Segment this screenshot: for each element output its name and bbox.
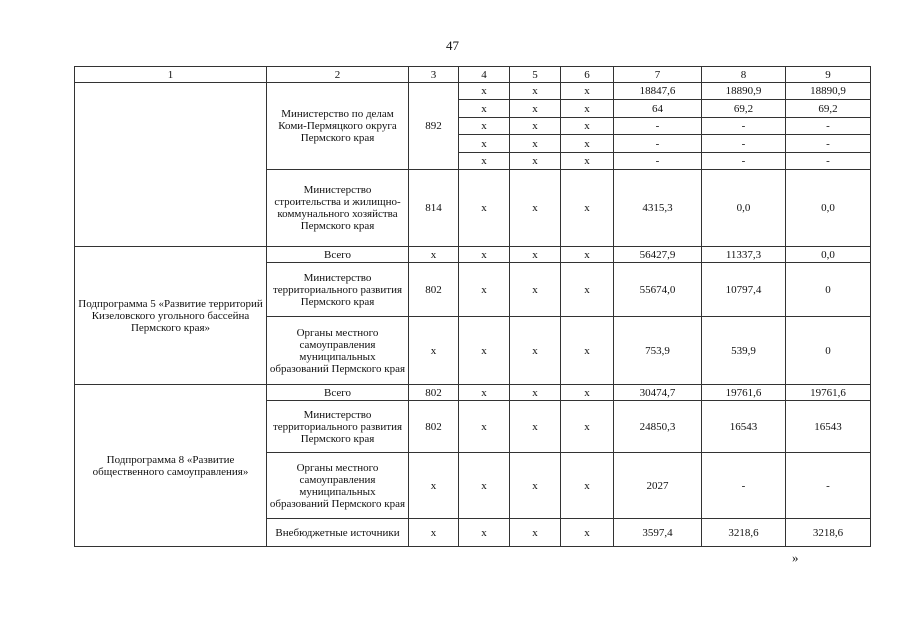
table-row xyxy=(75,247,871,263)
value-cell: 69,2 xyxy=(786,100,871,118)
x-cell: х xyxy=(510,247,561,263)
x-cell: х xyxy=(510,100,561,118)
value-cell: 0,0 xyxy=(702,170,786,247)
value-cell: 18847,6 xyxy=(614,83,702,100)
table-row xyxy=(75,83,871,100)
ministry-name: Министерство по делам Коми-Пермяцкого округа Пермского края xyxy=(267,83,409,170)
value-cell: 4315,3 xyxy=(614,170,702,247)
value-cell: 55674,0 xyxy=(614,263,702,317)
value-cell: 16543 xyxy=(786,401,871,453)
header-cell: 6 xyxy=(561,67,614,83)
value-cell: 19761,6 xyxy=(786,385,871,401)
x-cell: х xyxy=(510,83,561,100)
row-code: 802 xyxy=(409,385,459,401)
row-code: х xyxy=(409,247,459,263)
x-cell: х xyxy=(459,317,510,385)
page-number: 47 xyxy=(446,38,459,53)
value-cell: 10797,4 xyxy=(702,263,786,317)
x-cell: х xyxy=(459,100,510,118)
value-cell: - xyxy=(786,118,871,135)
ministry-code: 814 xyxy=(409,170,459,247)
x-cell: х xyxy=(510,519,561,547)
header-cell: 3 xyxy=(409,67,459,83)
x-cell: х xyxy=(561,401,614,453)
value-cell: - xyxy=(786,135,871,153)
value-cell: 539,9 xyxy=(702,317,786,385)
value-cell: 24850,3 xyxy=(614,401,702,453)
x-cell: х xyxy=(459,118,510,135)
x-cell: х xyxy=(459,83,510,100)
x-cell: х xyxy=(561,519,614,547)
x-cell: х xyxy=(459,153,510,170)
x-cell: х xyxy=(561,263,614,317)
row-code: 802 xyxy=(409,401,459,453)
header-cell: 8 xyxy=(702,67,786,83)
row-name: Министерство территориального развития Пермского края xyxy=(267,401,409,453)
x-cell: х xyxy=(510,135,561,153)
x-cell: х xyxy=(510,453,561,519)
x-cell: х xyxy=(561,83,614,100)
row-name: Министерство территориального развития Пермского края xyxy=(267,263,409,317)
row-name: Органы местного самоуправления муниципальных образований Пермского края xyxy=(267,453,409,519)
x-cell: х xyxy=(561,100,614,118)
value-cell: 19761,6 xyxy=(702,385,786,401)
x-cell: х xyxy=(561,385,614,401)
x-cell: х xyxy=(561,153,614,170)
row-name: Органы местного самоуправления муниципальных образований Пермского края xyxy=(267,317,409,385)
row-name: Всего xyxy=(267,247,409,263)
value-cell: 64 xyxy=(614,100,702,118)
value-cell: 0,0 xyxy=(786,170,871,247)
table-row xyxy=(75,385,871,401)
x-cell: х xyxy=(459,385,510,401)
x-cell: х xyxy=(510,317,561,385)
x-cell: х xyxy=(510,263,561,317)
value-cell: - xyxy=(786,453,871,519)
ministry-code: 892 xyxy=(409,83,459,170)
value-cell: 0 xyxy=(786,263,871,317)
value-cell: 11337,3 xyxy=(702,247,786,263)
x-cell: х xyxy=(561,118,614,135)
value-cell: 16543 xyxy=(702,401,786,453)
budget-table xyxy=(74,66,871,547)
row-name: Внебюджетные источники xyxy=(267,519,409,547)
value-cell: - xyxy=(614,135,702,153)
row-name: Всего xyxy=(267,385,409,401)
closing-quote: » xyxy=(792,550,799,565)
value-cell: 3218,6 xyxy=(786,519,871,547)
x-cell: х xyxy=(459,247,510,263)
x-cell: х xyxy=(561,247,614,263)
x-cell: х xyxy=(510,401,561,453)
x-cell: х xyxy=(561,135,614,153)
ministry-name: Министерство строительства и жилищно-коммунального хозяйства Пермского края xyxy=(267,170,409,247)
x-cell: х xyxy=(561,453,614,519)
x-cell: х xyxy=(510,153,561,170)
x-cell: х xyxy=(510,170,561,247)
value-cell: 69,2 xyxy=(702,100,786,118)
header-cell: 7 xyxy=(614,67,702,83)
value-cell: 0,0 xyxy=(786,247,871,263)
x-cell: х xyxy=(459,401,510,453)
x-cell: х xyxy=(561,170,614,247)
x-cell: х xyxy=(459,519,510,547)
x-cell: х xyxy=(459,170,510,247)
value-cell: 56427,9 xyxy=(614,247,702,263)
value-cell: 3218,6 xyxy=(702,519,786,547)
value-cell: 30474,7 xyxy=(614,385,702,401)
header-row xyxy=(75,67,871,83)
x-cell: х xyxy=(561,317,614,385)
value-cell: 3597,4 xyxy=(614,519,702,547)
x-cell: х xyxy=(459,453,510,519)
value-cell: - xyxy=(702,453,786,519)
row-code: х xyxy=(409,317,459,385)
header-cell: 5 xyxy=(510,67,561,83)
header-cell: 2 xyxy=(267,67,409,83)
value-cell: 18890,9 xyxy=(786,83,871,100)
value-cell: - xyxy=(614,153,702,170)
header-cell: 9 xyxy=(786,67,871,83)
x-cell: х xyxy=(459,135,510,153)
row-code: х xyxy=(409,453,459,519)
value-cell: 0 xyxy=(786,317,871,385)
subprogram-title: Подпрограмма 5 «Развитие территорий Кизеловского угольного бассейна Пермского края» xyxy=(75,247,267,385)
row-code: х xyxy=(409,519,459,547)
subprogram-title: Подпрограмма 8 «Развитие общественного самоуправления» xyxy=(75,385,267,547)
header-cell: 4 xyxy=(459,67,510,83)
value-cell: - xyxy=(614,118,702,135)
value-cell: - xyxy=(786,153,871,170)
row-code: 802 xyxy=(409,263,459,317)
value-cell: 753,9 xyxy=(614,317,702,385)
value-cell: - xyxy=(702,135,786,153)
header-cell: 1 xyxy=(75,67,267,83)
value-cell: 18890,9 xyxy=(702,83,786,100)
x-cell: х xyxy=(510,118,561,135)
value-cell: - xyxy=(702,153,786,170)
value-cell: - xyxy=(702,118,786,135)
value-cell: 2027 xyxy=(614,453,702,519)
empty-program-cell xyxy=(75,83,267,247)
x-cell: х xyxy=(510,385,561,401)
x-cell: х xyxy=(459,263,510,317)
